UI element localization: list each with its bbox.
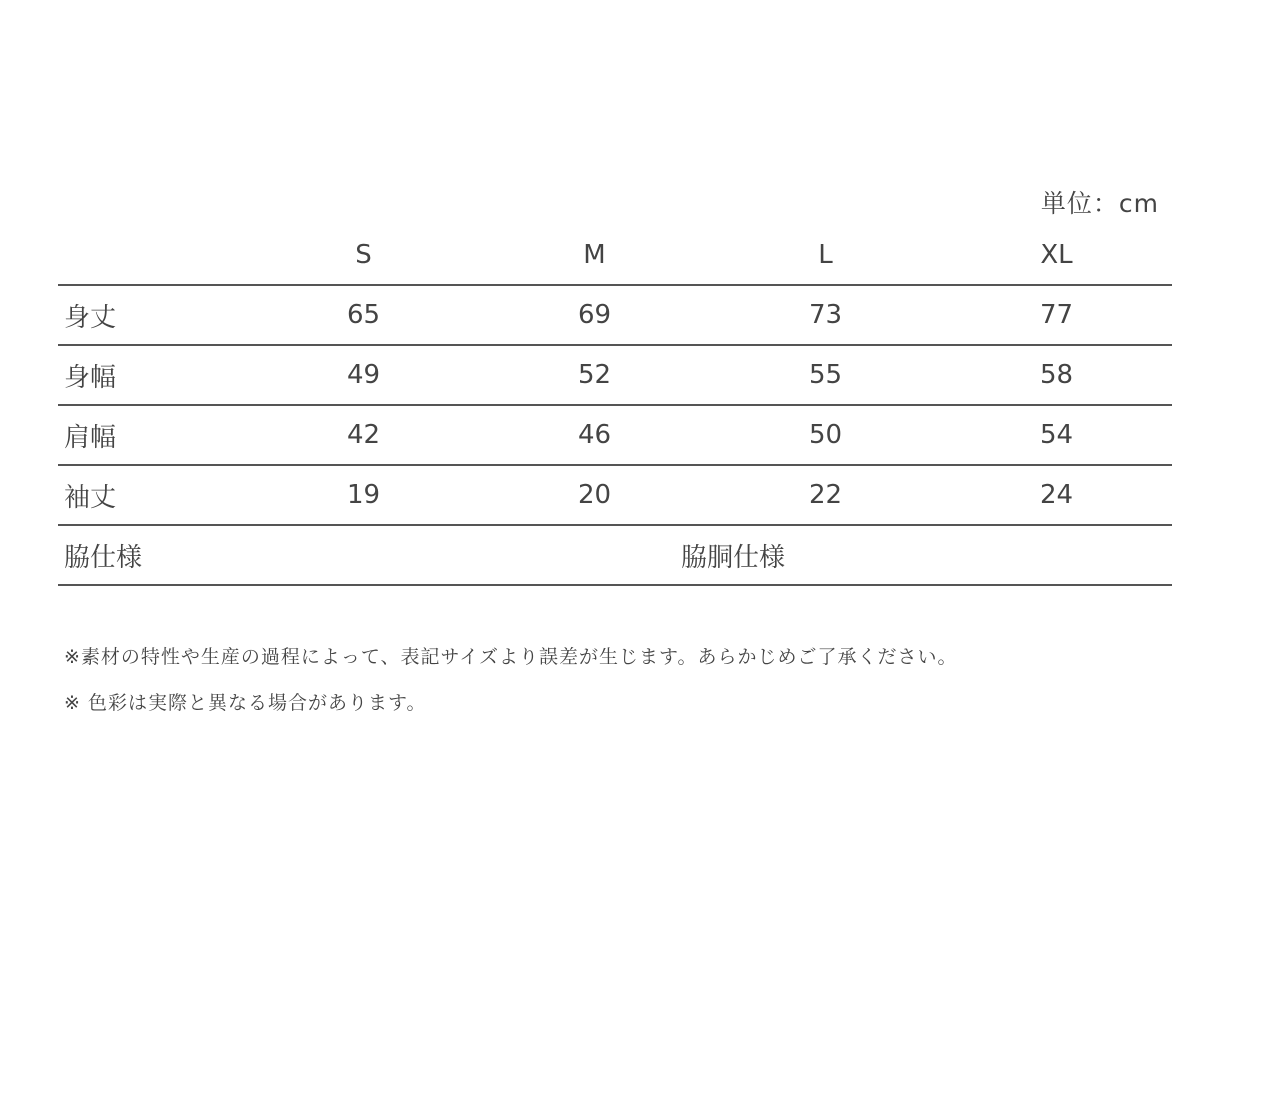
table-cell: 24: [941, 465, 1172, 525]
table-row: [58, 465, 1172, 525]
table-cell: 50: [710, 405, 941, 465]
table-body: [58, 285, 1172, 585]
row-label: 肩幅: [58, 405, 248, 465]
size-header: M: [479, 228, 710, 285]
table-cell: 55: [710, 345, 941, 405]
table-cell: 49: [248, 345, 479, 405]
table-cell: 52: [479, 345, 710, 405]
spec-value: 脇胴仕様: [248, 525, 1172, 585]
table-cell: 20: [479, 465, 710, 525]
table-cell: 73: [710, 285, 941, 345]
table-cell: 77: [941, 285, 1172, 345]
table-row: [58, 345, 1172, 405]
spec-label: 脇仕様: [58, 525, 248, 585]
table-row: [58, 285, 1172, 345]
notes-section: [64, 642, 958, 734]
row-label: 袖丈: [58, 465, 248, 525]
size-header: S: [248, 228, 479, 285]
spec-row: [58, 525, 1172, 585]
table-cell: 42: [248, 405, 479, 465]
unit-label: 単位：cm: [1040, 189, 1159, 218]
table-row: [58, 405, 1172, 465]
header-empty-cell: [58, 228, 248, 285]
row-label: 身幅: [58, 345, 248, 405]
table-cell: 58: [941, 345, 1172, 405]
header-row: [58, 228, 1172, 285]
size-chart-table: [58, 228, 1172, 586]
table-cell: 22: [710, 465, 941, 525]
table-cell: 65: [248, 285, 479, 345]
row-label: 身丈: [58, 285, 248, 345]
size-header: XL: [941, 228, 1172, 285]
table-cell: 46: [479, 405, 710, 465]
table-cell: 69: [479, 285, 710, 345]
note-material: ※素材の特性や生産の過程によって、表記サイズより誤差が生じます。あらかじめご了承ください。: [64, 646, 958, 668]
size-header: L: [710, 228, 941, 285]
table-cell: 19: [248, 465, 479, 525]
note-color: ※ 色彩は実際と異なる場合があります。: [64, 692, 427, 714]
table-cell: 54: [941, 405, 1172, 465]
table-header: [58, 228, 1172, 285]
